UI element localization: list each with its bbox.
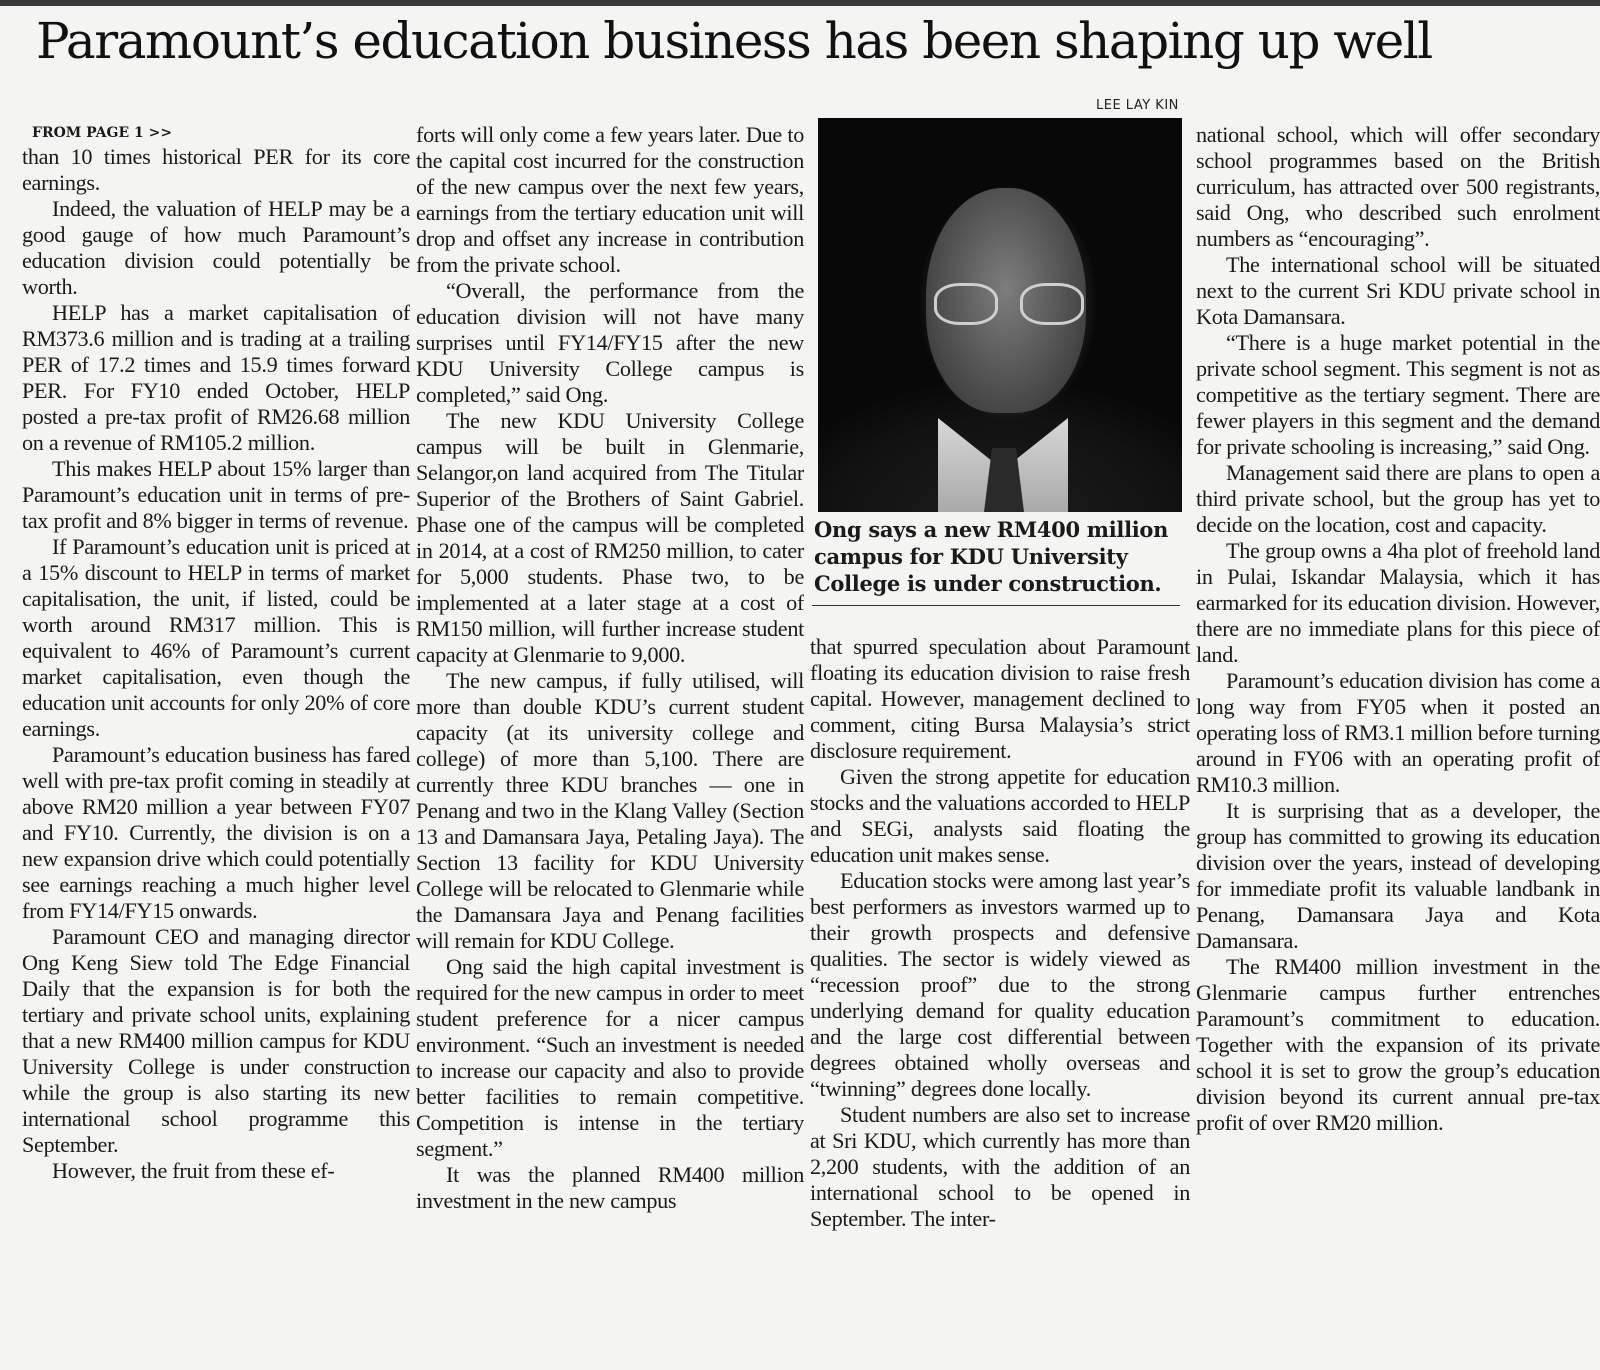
portrait-glasses [934, 283, 1084, 323]
paragraph: Education stocks were among last year’s best performers as investors warmed up to their growth prospects and defensive qualities. The sector is widely viewed as “recession proof” due to the strong underlying demand for quality education and the large cost differential between degrees obtained wholly overseas and “twinning” degrees done locally. [810, 868, 1190, 1101]
paragraph: The international school will be situated next to the current Sri KDU private school in Kota Damansara. [1196, 252, 1600, 329]
paragraph: Paramount’s education division has come a long way from FY05 when it posted an operating loss of RM3.1 million before turning around in FY06 with an operating profit of RM10.3 million. [1196, 668, 1600, 797]
portrait-tie [984, 448, 1024, 512]
paragraph: Given the strong appetite for education stocks and the valuations accorded to HELP and SEGi, analysts said floating the education unit makes sense. [810, 764, 1190, 867]
paragraph: The new KDU University College campus will be built in Glenmarie, Selangor,on land acquired from The Titular Superior of the Brothers of Saint Gabriel. Phase one of the campus will be completed in 2014, at a cost of RM250 million, to cater for 5,000 students. Phase two, to be implemented at a later stage at a cost of RM150 million, will further increase student capacity at Glenmarie to 9,000. [416, 408, 804, 667]
paragraph: national school, which will offer secondary school programmes based on the British curriculum, has attracted over 500 registrants, said Ong, who described such enrolment numbers as “encouraging”. [1196, 122, 1600, 251]
paragraph: This makes HELP about 15% larger than Paramount’s education unit in terms of pre-tax profit and 8% bigger in terms of revenue. [22, 456, 410, 533]
paragraph: “There is a huge market potential in the private school segment. This segment is not as competitive as the tertiary segment. There are fewer players in this segment and the demand for private schooling is increasing,” said Ong. [1196, 330, 1600, 459]
paragraph: The RM400 million investment in the Glenmarie campus further entrenches Paramount’s commitment to education. Together with the expansion of its private school it is set to grow the group’s education division beyond its current annual pre-tax profit of over RM20 million. [1196, 954, 1600, 1135]
paragraph: than 10 times historical PER for its core earnings. [22, 144, 410, 195]
portrait-photo [818, 118, 1182, 512]
article-column-4 [1196, 122, 1600, 1367]
paragraph: Paramount CEO and managing director Ong Keng Siew told The Edge Financial Daily that the expansion is for both the tertiary and private school units, explaining that a new RM400 million campus for KDU University College is under construction while the group is also starting its new international school programme this September. [22, 924, 410, 1157]
paragraph: Ong said the high capital investment is required for the new campus in order to meet student preference for a nicer campus environment. “Such an investment is needed to increase our capacity and also to provide better facilities to remain competitive. Competition is intense in the tertiary segment.” [416, 954, 804, 1161]
paragraph: that spurred speculation about Paramount floating its education division to raise fresh capital. However, management declined to comment, citing Bursa Malaysia’s strict disclosure requirement. [810, 634, 1190, 763]
paragraph: Student numbers are also set to increase at Sri KDU, which currently has more than 2,200 students, with the addition of an international school to be opened in September. The inter- [810, 1102, 1190, 1231]
paragraph: If Paramount’s education unit is priced at a 15% discount to HELP in terms of market capitalisation, the unit, if listed, could be worth around RM317 million. This is equivalent to 46% of Paramount’s current market capitalisation, even though the education unit accounts for only 20% of core earnings. [22, 534, 410, 741]
article-column-1 [22, 122, 410, 1367]
article-column-2 [416, 122, 804, 1367]
paragraph: “Overall, the performance from the education division will not have many surprises until FY14/FY15 after the new KDU University College campus is completed,” said Ong. [416, 278, 804, 407]
paragraph: However, the fruit from these ef- [52, 1158, 335, 1183]
article-column-3 [810, 634, 1190, 1367]
paragraph: Indeed, the valuation of HELP may be a good gauge of how much Paramount’s education division could potentially be worth. [22, 196, 410, 299]
paragraph: HELP has a market capitalisation of RM373.6 million and is trading at a trailing PER of 17.2 times and 15.9 times forward PER. For FY10 ended October, HELP posted a pre-tax profit of RM26.68 million on a revenue of RM105.2 million. [22, 300, 410, 455]
top-rule [0, 0, 1600, 6]
paragraph: It is surprising that as a developer, the group has committed to growing its education division over the years, instead of developing for immediate profit its valuable landbank in Penang, Damansara Jaya and Kota Damansara. [1196, 798, 1600, 953]
headline: Paramount’s education business has been shaping up well [36, 12, 1432, 70]
paragraph: Paramount’s education business has fared well with pre-tax profit coming in steadily at above RM20 million a year between FY07 and FY10. Currently, the division is on a new expansion drive which could potentially see earnings reaching a much higher level from FY14/FY15 onwards. [22, 742, 410, 923]
paragraph: The group owns a 4ha plot of freehold land in Pulai, Iskandar Malaysia, which it has earmarked for its education division. However, there are no immediate plans for this piece of land. [1196, 538, 1600, 667]
paragraph: The new campus, if fully utilised, will more than double KDU’s current student capacity (at its university college and college) of more than 5,100. There are currently three KDU branches — one in Penang and two in the Klang Valley (Section 13 and Damansara Jaya, Petaling Jaya). The Section 13 facility for KDU University College will be relocated to Glenmarie while the Damansara Jaya and Penang facilities will remain for KDU College. [416, 668, 804, 953]
paragraph: It was the planned RM400 million investment in the new campus [416, 1162, 804, 1213]
paragraph: Management said there are plans to open a third private school, but the group has yet to decide on the location, cost and capacity. [1196, 460, 1600, 537]
from-page-label: FROM PAGE 1 >> [32, 125, 173, 141]
photo-caption: Ong says a new RM400 million campus for KDU University College is under construction. [814, 517, 1169, 596]
photo-credit: LEE LAY KIN [1096, 98, 1179, 113]
caption-rule [812, 605, 1180, 606]
paragraph: forts will only come a few years later. Due to the capital cost incurred for the construction of the new campus over the next few years, earnings from the tertiary education unit will drop and offset any increase in contribution from the private school. [416, 122, 804, 277]
